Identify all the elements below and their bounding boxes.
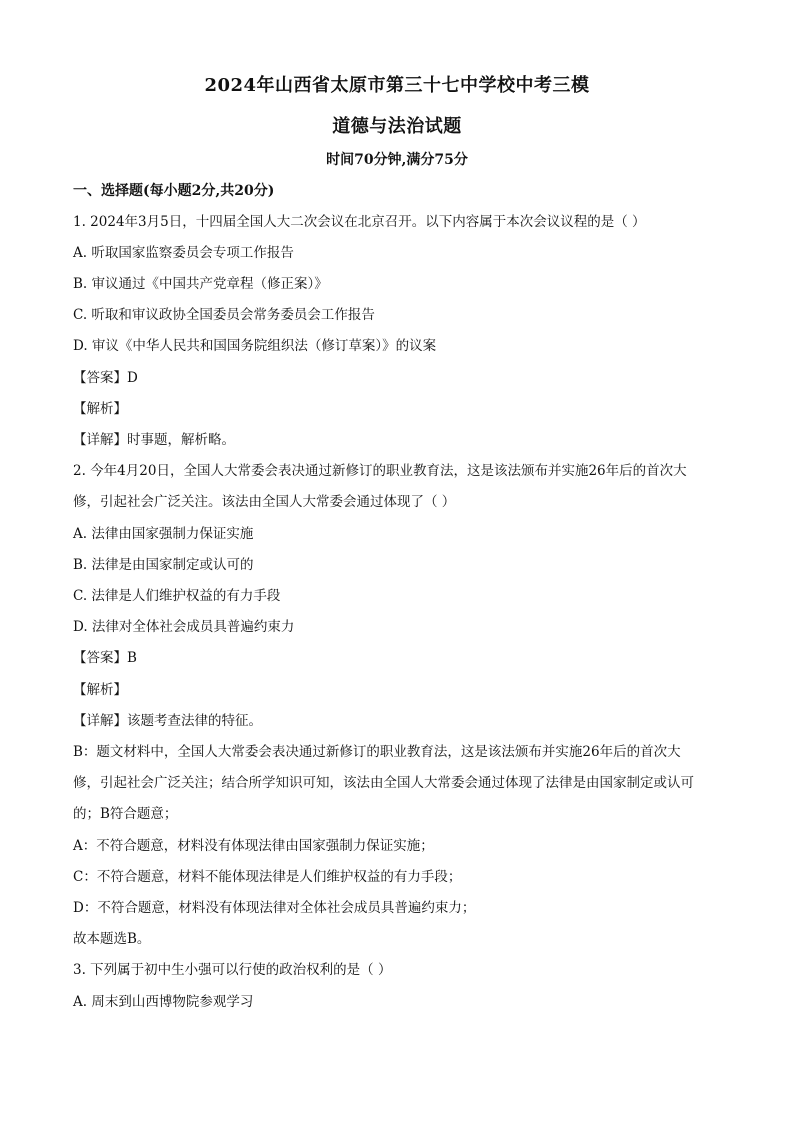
exam-subject-title: 道德与法治试题 [332, 116, 462, 137]
q3-option-a: A. 周末到山西博物院参观学习 [73, 994, 254, 1010]
q1-analysis-label: 【解析】 [73, 401, 127, 417]
q2-answer: 【答案】B [73, 650, 137, 666]
q2-detail: 【详解】该题考查法律的特征。 [73, 713, 262, 729]
q2-explain-line: 修，引起社会广泛关注；结合所学知识可知，该法由全国人大常委会通过体现了法律是由国家制定或认可 [73, 775, 694, 791]
q1-option-c: C. 听取和审议政协全国委员会常务委员会工作报告 [73, 307, 375, 323]
q2-explain-line: 的；B符合题意； [73, 806, 178, 822]
q1-option-b: B. 审议通过《中国共产党章程（修正案）》 [73, 276, 328, 292]
exam-time-score: 时间70分钟,满分75分 [326, 152, 468, 168]
q2-explain-line: B：题文材料中，全国人大常委会表决通过新修订的职业教育法，这是该法颁布并实施26年后的首次大 [73, 744, 681, 760]
q1-answer: 【答案】D [73, 370, 138, 386]
q1-detail: 【详解】时事题，解析略。 [73, 432, 235, 448]
q1-option-a: A. 听取国家监察委员会专项工作报告 [73, 245, 294, 261]
q3-stem: 3. 下列属于初中生小强可以行使的政治权利的是（ ） [73, 962, 392, 978]
q2-analysis-label: 【解析】 [73, 682, 127, 698]
q1-option-d: D. 审议《中华人民共和国国务院组织法（修订草案）》的议案 [73, 338, 437, 354]
q2-explain-line: A：不符合题意，材料没有体现法律由国家强制力保证实施； [73, 838, 434, 854]
q2-option-a: A. 法律由国家强制力保证实施 [73, 526, 254, 542]
q2-conclusion: 故本题选B。 [73, 931, 151, 947]
q2-explain-line: C：不符合题意，材料不能体现法律是人们维护权益的有力手段； [73, 869, 462, 885]
q1-stem: 1. 2024年3月5日，十四届全国人大二次会议在北京召开。以下内容属于本次会议议程的是（ ） [73, 214, 646, 230]
q2-explain-line: D：不符合题意，材料没有体现法律对全体社会成员具普遍约束力； [73, 900, 476, 916]
q2-option-b: B. 法律是由国家制定或认可的 [73, 557, 254, 573]
q2-option-d: D. 法律对全体社会成员具普遍约束力 [73, 619, 295, 635]
q2-stem-line2: 修，引起社会广泛关注。该法由全国人大常委会通过体现了（ ） [73, 494, 456, 510]
exam-title: 2024年山西省太原市第三十七中学校中考三模 [204, 75, 590, 96]
q2-stem-line1: 2. 今年4月20日，全国人大常委会表决通过新修订的职业教育法，这是该法颁布并实施26年后的首次大 [73, 463, 687, 479]
section-heading-choice: 一、选择题(每小题2分,共20分) [73, 183, 275, 199]
q2-option-c: C. 法律是人们维护权益的有力手段 [73, 588, 281, 604]
